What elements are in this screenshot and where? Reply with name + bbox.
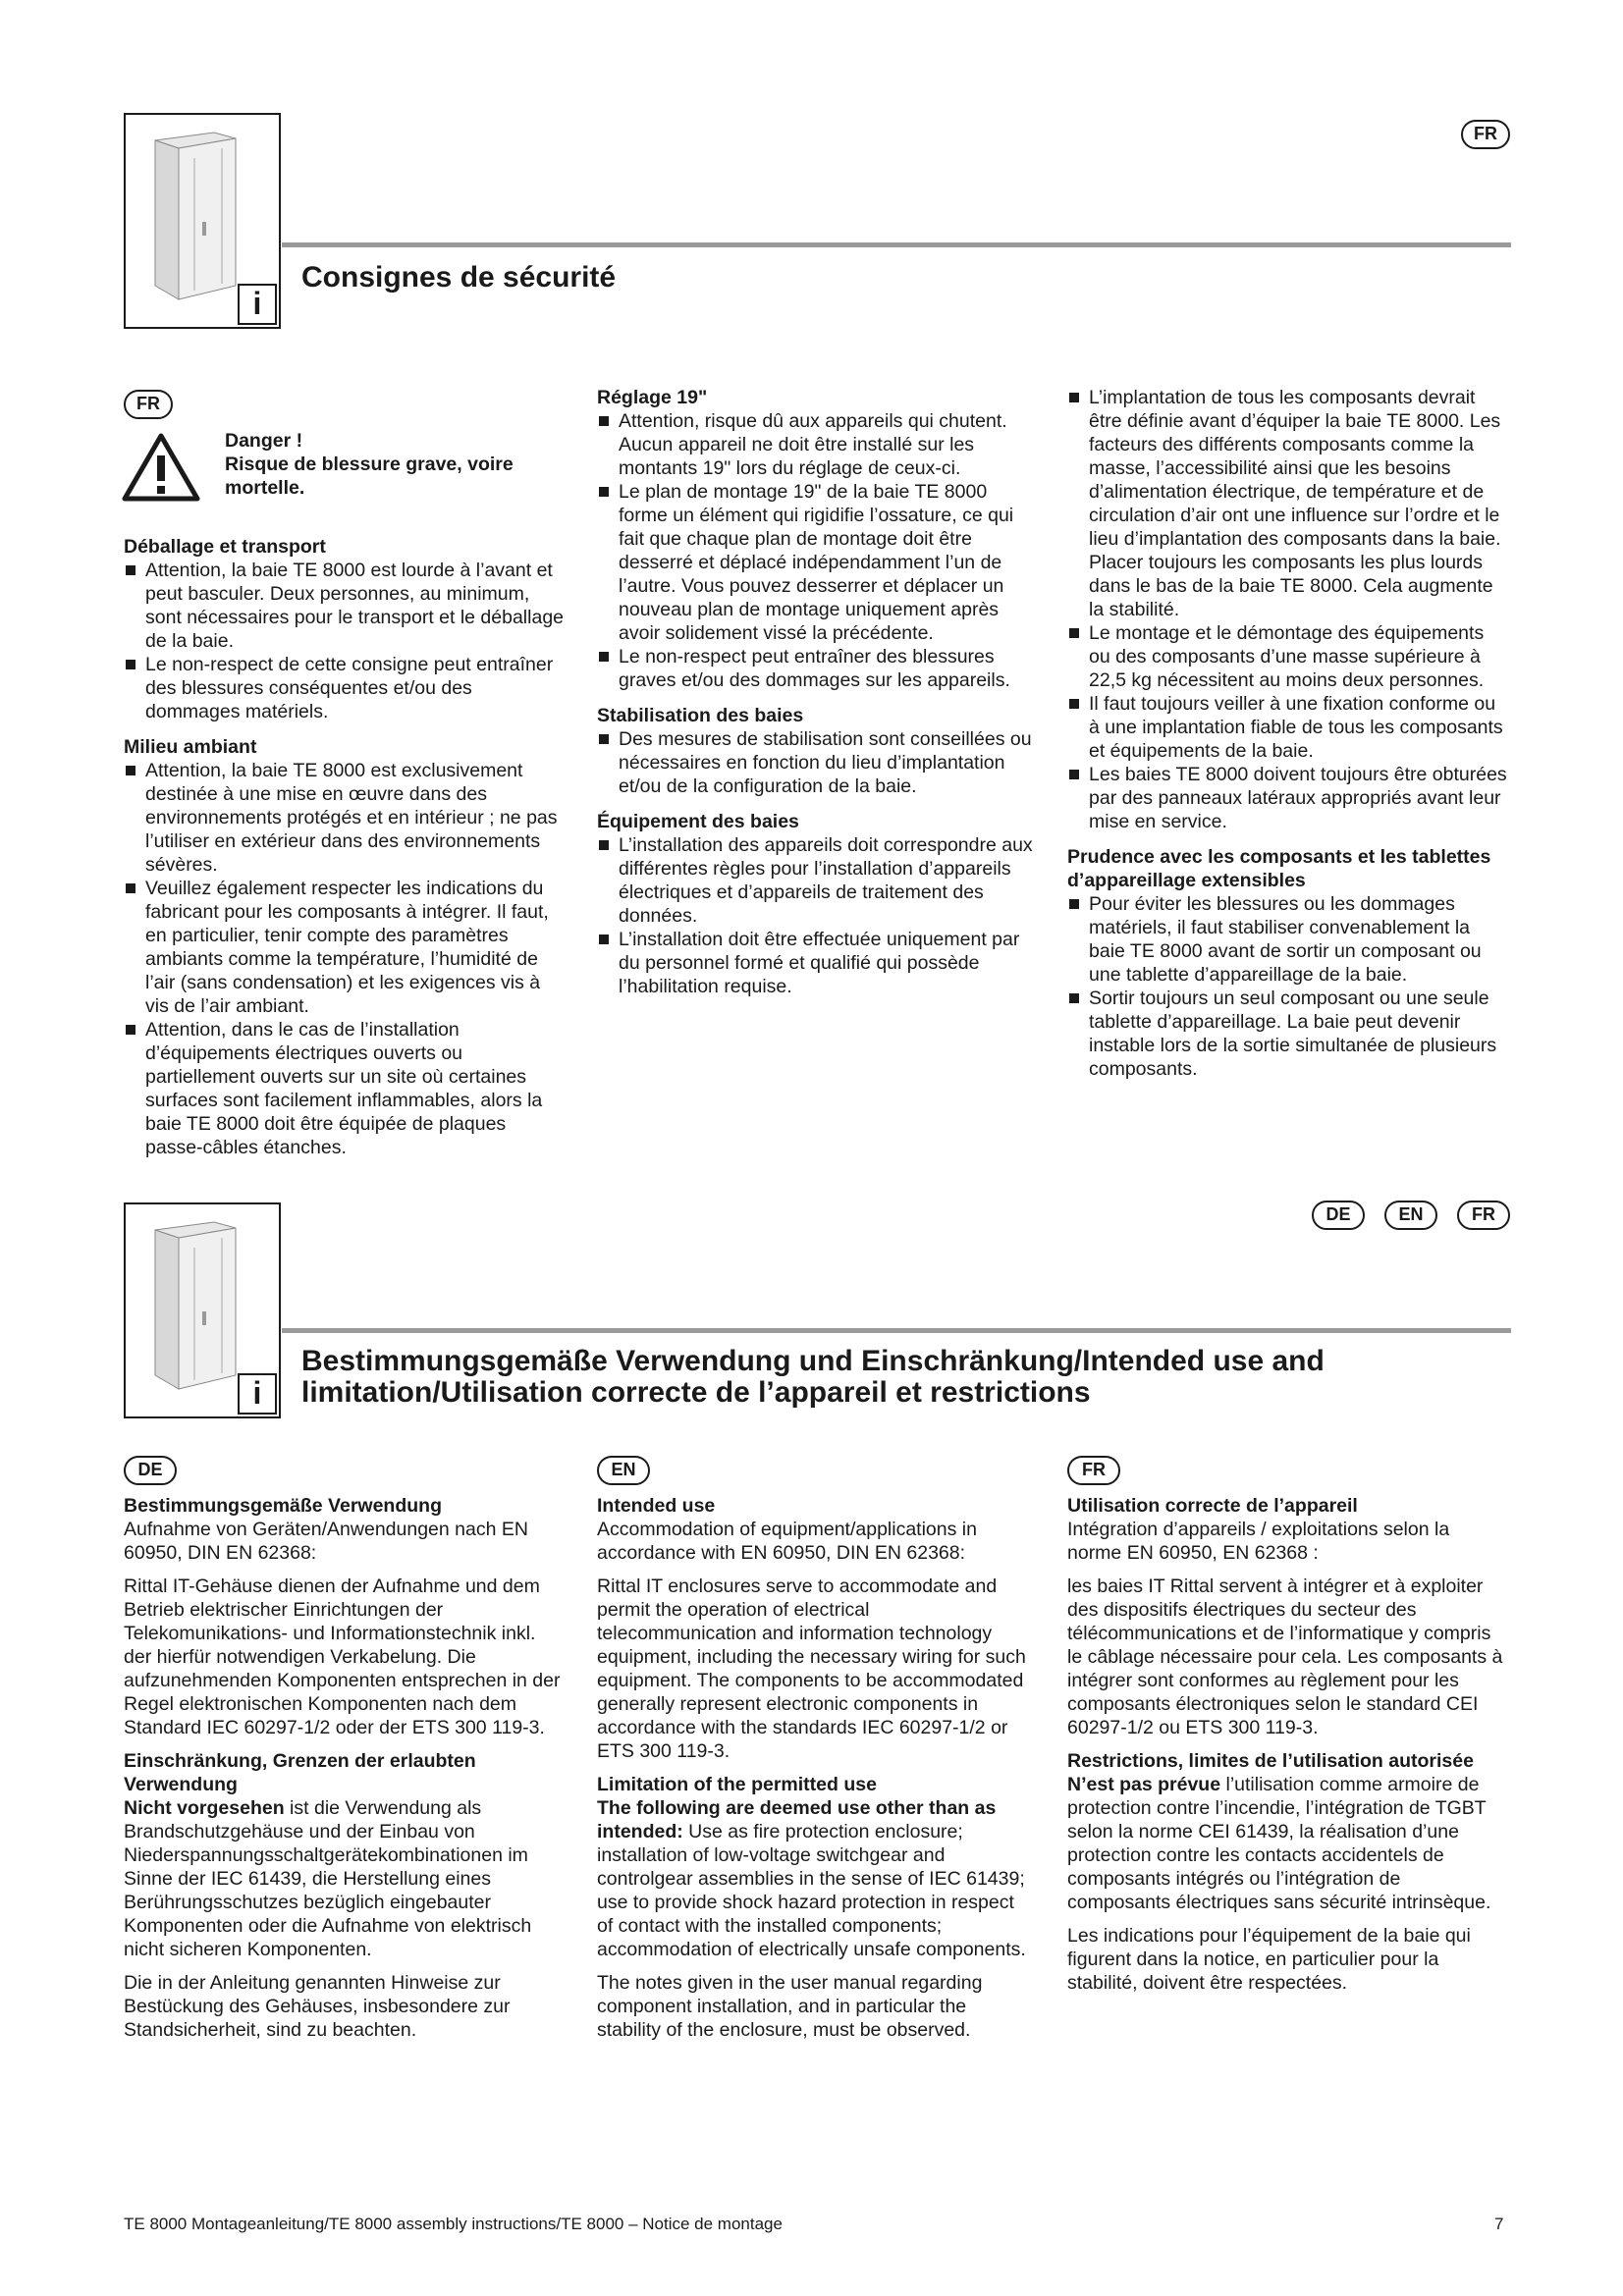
info-i-icon: i — [238, 284, 277, 325]
de-limit-bold: Nicht vorgesehen — [124, 1797, 285, 1819]
list-item: Le non-respect de cette consigne peut entraîner des blessures conséquentes et/ou des dommages matériels. — [124, 653, 566, 723]
en-limit-text: Use as fire protection enclosure; installation of low-voltage switchgear and controlgear assemblies in the sense of IEC 61439; use to provide shock hazard protection in respect of contact with the installed components; accommodation of electrically unsafe components. — [597, 1821, 1026, 1960]
fr-column — [1067, 1494, 1504, 2004]
environment-heading: Milieu ambiant — [124, 736, 257, 758]
list-item: Attention, la baie TE 8000 est lourde à l’avant et peut basculer. Deux personnes, au minimum, sont nécessaires pour le transport et le déballage de la baie. — [124, 559, 566, 653]
en-limit-bold: The following are deemed use other than as intended: — [597, 1797, 997, 1842]
language-badge-en: EN — [597, 1456, 650, 1485]
header-rule — [282, 242, 1511, 247]
fr-limit-heading: Restrictions, limites de l’utilisation autorisée — [1067, 1750, 1474, 1772]
list-item: L’installation des appareils doit correspondre aux différentes règles pour l’installation d’appareils électriques et d’appareils de traitement des données. — [597, 833, 1039, 928]
language-badge-fr: FR — [124, 390, 173, 419]
section-title-line-1: Bestimmungsgemäße Verwendung und Einschränkung/Intended use and — [301, 1345, 1325, 1377]
de-column — [124, 1494, 561, 2052]
fr-heading: Utilisation correcte de l’appareil — [1067, 1495, 1358, 1517]
list-item: Attention, dans le cas de l’installation d’équipements électriques ouverts ou partiellement ouverts sur un site où certaines surfaces sont facilement inflammables, alors la baie TE 8000 doit être équipée de plaques passe-câbles étanches. — [124, 1018, 566, 1159]
list-item: Le non-respect peut entraîner des blessures graves et/ou des dommages sur les appareils. — [597, 645, 1039, 692]
safety-column-1 — [124, 535, 566, 1171]
danger-title: Danger ! — [225, 430, 303, 452]
en-body: Rittal IT enclosures serve to accommodate and permit the operation of electrical telecommunication and information technology equipment, including the necessary wiring for such equipment. The components to be accommodated generally represent electronic components in accordance with the standards IEC 60297-1/2 or ETS 300 119-3. — [597, 1575, 1026, 1762]
fr-body: les baies IT Rittal servent à intégrer et à exploiter des dispositifs électriques du secteur des télécommunications et de l’informatique y compris le câblage nécessaire pour cela. Les composants à intégrer sont conformes au règlement pour les composants électroniques selon le standard CEI 60297-1/2 ou ETS 300 119-3. — [1067, 1575, 1503, 1738]
fr-closing: Les indications pour l’équipement de la baie qui figurent dans la notice, en particulier pour la stabilité, doivent être respectées. — [1067, 1925, 1471, 1994]
header-rule — [282, 1328, 1511, 1333]
list-item: Des mesures de stabilisation sont conseillées ou nécessaires en fonction du lieu d’implantation et/ou de la configuration de la baie. — [597, 727, 1039, 798]
cabinet-info-icon — [124, 113, 281, 329]
safety-column-3 — [1067, 386, 1509, 1093]
de-body: Rittal IT-Gehäuse dienen der Aufnahme und dem Betrieb elektrischer Einrichtungen der Telekomunikations- und Informationstechnik inkl. der hierfür notwendigen Verkabelung. Die aufzunehmenden Komponenten entsprechen in der Regel elektronischen Komponenten nach dem Standard IEC 60297-1/2 oder der ETS 300 119-3. — [124, 1575, 561, 1738]
info-i-icon: i — [238, 1373, 277, 1415]
language-badge-fr: FR — [1067, 1456, 1120, 1485]
language-badge-fr: FR — [1461, 120, 1510, 149]
list-item: Sortir toujours un seul composant ou une seule tablette d’appareillage. La baie peut devenir instable lors de la sortie simultanée de plusieurs composants. — [1067, 987, 1509, 1081]
adjust-heading: Réglage 19" — [597, 387, 708, 408]
list-item: Veuillez également respecter les indications du fabricant pour les composants à intégrer. Il faut, en particulier, tenir compte des paramètres ambiants comme la température, l’humidité de l’air (sans condensation) et les exigences vis à vis de l’air ambiant. — [124, 877, 566, 1018]
footer-text: TE 8000 Montageanleitung/TE 8000 assembly instructions/TE 8000 – Notice de montage — [124, 2215, 783, 2233]
de-limit-text: ist die Verwendung als Brandschutzgehäuse und der Einbau von Niederspannungsschaltgerätekombinationen im Sinne der IEC 61439, die Herstellung eines Berührungsschutzes bezüglich eingebauter Komponenten oder die Aufnahme von elektrisch nicht sicheren Komponenten. — [124, 1797, 532, 1960]
fr-limit-text: l’utilisation comme armoire de protection contre l’incendie, l’intégration de TGBT selon la norme CEI 61439, la réalisation d’une protection contre les contacts accidentels de composants intégrés ou l’intégration de composants électriques sans sécurité intrinsèque. — [1067, 1774, 1491, 1913]
language-badge-en: EN — [1384, 1201, 1437, 1230]
list-item: Attention, risque dû aux appareils qui chutent. Aucun appareil ne doit être installé sur les montants 19" lors du réglage de ceux-ci. — [597, 409, 1039, 480]
language-badge-fr: FR — [1457, 1201, 1510, 1230]
en-limit — [597, 1796, 1034, 1961]
list-item: L’installation doit être effectuée uniquement par du personnel formé et qualifié qui possède l’habilitation requise. — [597, 928, 1039, 998]
list-item: L’implantation de tous les composants devrait être définie avant d’équiper la baie TE 8000. Les facteurs des différents composants comme la masse, l’accessibilité ainsi que les besoins d’alimentation électrique, de température et de circulation d’air ont une influence sur l’ordre et le lieu d’implantation des composants dans la baie. — [1067, 386, 1509, 551]
danger-text: Risque de blessure grave, voire mortelle. — [225, 454, 514, 499]
fr-intro: Intégration d’appareils / exploitations selon la norme EN 60950, EN 62368 : — [1067, 1519, 1450, 1564]
page-title: Consignes de sécurité — [301, 261, 617, 294]
caution-heading: Prudence avec les composants et les tablettes d’appareillage extensibles — [1067, 846, 1491, 891]
language-badge-de: DE — [124, 1456, 177, 1485]
warning-icon — [121, 432, 201, 503]
stabilisation-heading: Stabilisation des baies — [597, 705, 804, 726]
language-badge-de: DE — [1312, 1201, 1365, 1230]
unpacking-heading: Déballage et transport — [124, 536, 326, 558]
section-title — [301, 1346, 1509, 1409]
list-item: Le plan de montage 19" de la baie TE 8000 forme un élément qui rigidifie l’ossature, ce qui fait que chaque plan de montage doit être desserré et déplacé indépendamment l’un de l’autre. Vous pouvez desserrer et déplacer un nouveau plan de montage uniquement après avoir solidement vissé la précédente. — [597, 480, 1039, 645]
safety-column-2 — [597, 386, 1039, 1010]
list-item: Le montage et le démontage des équipements ou des composants d’une masse supérieure à 22,5 kg nécessitent au moins deux personnes. — [1067, 621, 1509, 692]
en-intro: Accommodation of equipment/applications in accordance with EN 60950, DIN EN 62368: — [597, 1519, 977, 1564]
list-item: Il faut toujours veiller à une fixation conforme ou à une implantation fiable de tous les composants et équipements de la baie. — [1067, 692, 1509, 763]
fr-limit-bold: N’est pas prévue — [1067, 1774, 1221, 1795]
en-limit-heading: Limitation of the permitted use — [597, 1774, 877, 1795]
section-title-line-2: limitation/Utilisation correcte de l’appareil et restrictions — [301, 1376, 1091, 1409]
en-column — [597, 1494, 1034, 2052]
de-limit — [124, 1796, 561, 1961]
equipment-heading: Équipement des baies — [597, 811, 799, 832]
list-item: Pour éviter les blessures ou les dommages matériels, il faut stabiliser convenablement la baie TE 8000 avant de sortir un composant ou une tablette d’appareillage de la baie. — [1067, 892, 1509, 987]
de-closing: Die in der Anleitung genannten Hinweise zur Bestückung des Gehäuses, insbesondere zur Standsicherheit, sind zu beachten. — [124, 1972, 511, 2041]
en-heading: Intended use — [597, 1495, 716, 1517]
enclosure-icon — [145, 1218, 240, 1393]
en-closing: The notes given in the user manual regarding component installation, and in particular the stability of the enclosure, must be observed. — [597, 1972, 983, 2041]
list-item: Attention, la baie TE 8000 est exclusivement destinée à une mise en œuvre dans des environnements protégés et en intérieur ; ne pas l’utiliser en extérieur dans des environnements sévères. — [124, 759, 566, 877]
cabinet-info-icon — [124, 1202, 281, 1418]
list-item: Les baies TE 8000 doivent toujours être obturées par des panneaux latéraux appropriés avant leur mise en service. — [1067, 763, 1509, 833]
page-number: 7 — [1494, 2215, 1504, 2233]
enclosure-icon — [145, 129, 240, 303]
fr-limit — [1067, 1773, 1504, 1914]
de-heading: Bestimmungsgemäße Verwendung — [124, 1495, 442, 1517]
de-limit-heading: Einschränkung, Grenzen der erlaubten Verwendung — [124, 1750, 476, 1795]
equipment-note: Placer toujours les composants les plus lourds dans le bas de la baie TE 8000. Cela augmente la stabilité. — [1089, 552, 1493, 620]
de-intro: Aufnahme von Geräten/Anwendungen nach EN 60950, DIN EN 62368: — [124, 1519, 528, 1564]
danger-warning — [225, 429, 519, 500]
